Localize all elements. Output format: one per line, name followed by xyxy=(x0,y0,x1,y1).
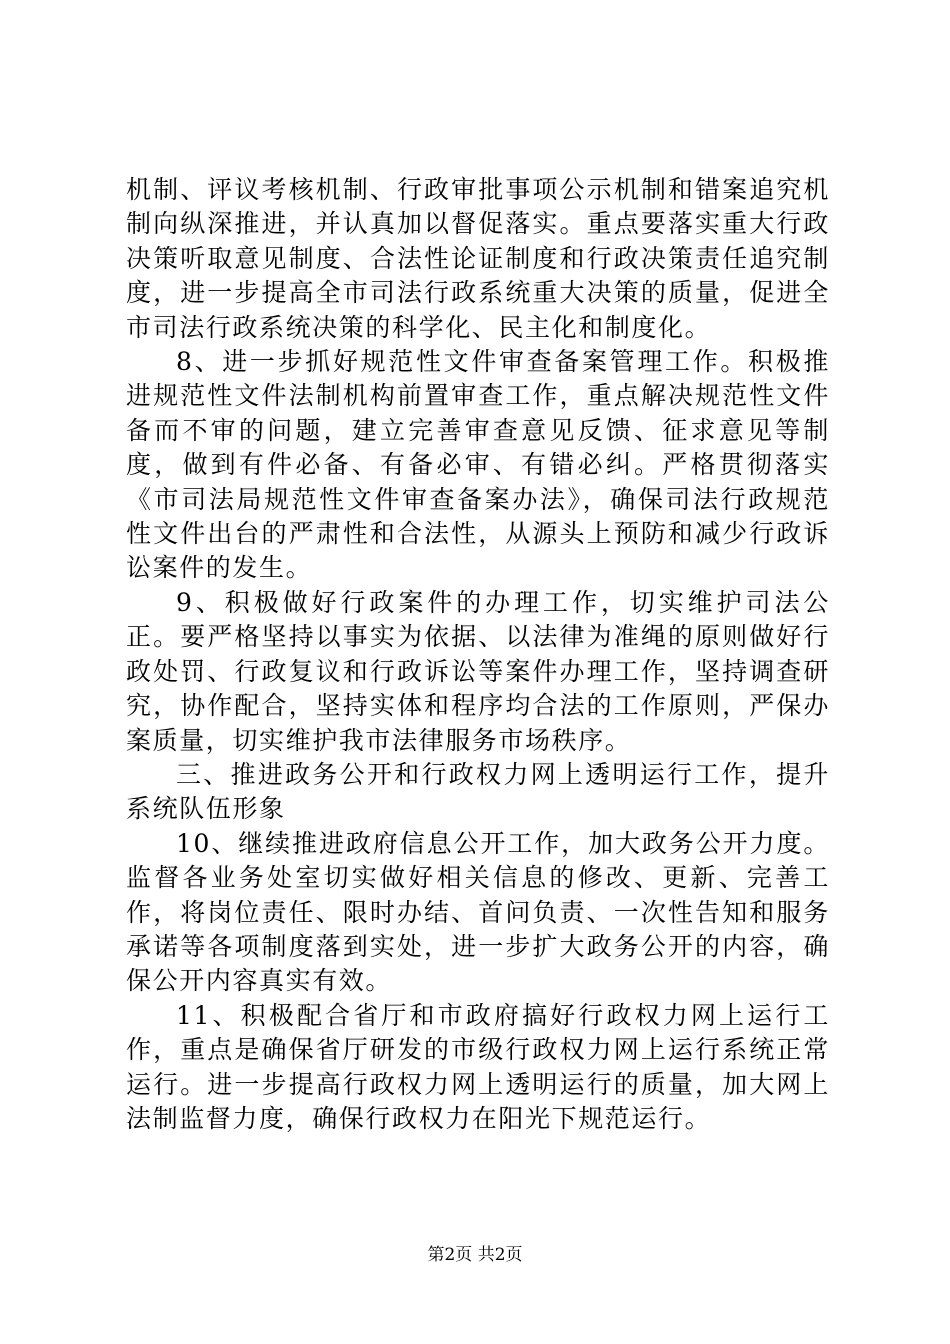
paragraph-continuation: 机制、评议考核机制、行政审批事项公示机制和错案追究机制向纵深推进，并认真加以督促落实。重点要落实重大行政决策听取意见制度、合法性论证制度和行政决策责任追究制度，进一步提高全市司法行政系统重大决策的质量，促进全市司法行政系统决策的科学化、民主化和制度化。 xyxy=(126,175,830,342)
paragraph-item-8: 8、进一步抓好规范性文件审查备案管理工作。积极推进规范性文件法制机构前置审查工作，重点解决规范性文件备而不审的问题，建立完善审查意见反馈、征求意见等制度，做到有件必备、有备必审、有错必纠。严格贯彻落实《市司法局规范性文件审查备案办法》，确保司法行政规范性文件出台的严肃性和合法性，从源头上预防和减少行政诉讼案件的发生。 xyxy=(126,347,830,583)
paragraph-item-11: 11、积极配合省厅和市政府搞好行政权力网上运行工作，重点是确保省厅研发的市级行政权力网上运行系统正常运行。进一步提高行政权力网上透明运行的质量，加大网上法制监督力度，确保行政权力在阳光下规范运行。 xyxy=(126,1000,830,1133)
paragraph-item-10: 10、继续推进政府信息公开工作，加大政务公开力度。监督各业务处室切实做好相关信息的修改、更新、完善工作，将岗位责任、限时办结、首问负责、一次性告知和服务承诺等各项制度落到实处，进一步扩大政务公开的内容，确保公开内容真实有效。 xyxy=(126,828,830,996)
section-heading-3: 三、推进政务公开和行政权力网上透明运行工作，提升系统队伍形象 xyxy=(126,759,830,824)
paragraph-item-9: 9、积极做好行政案件的办理工作，切实维护司法公正。要严格坚持以事实为依据、以法律为准绳的原则做好行政处罚、行政复议和行政诉讼等案件办理工作，坚持调查研究，协作配合，坚持实体和程序均合法的工作原则，严保办案质量，切实维护我市法律服务市场秩序。 xyxy=(126,587,830,755)
page-number-footer: 第2页 共2页 xyxy=(427,1245,523,1265)
document-body xyxy=(126,173,830,1136)
